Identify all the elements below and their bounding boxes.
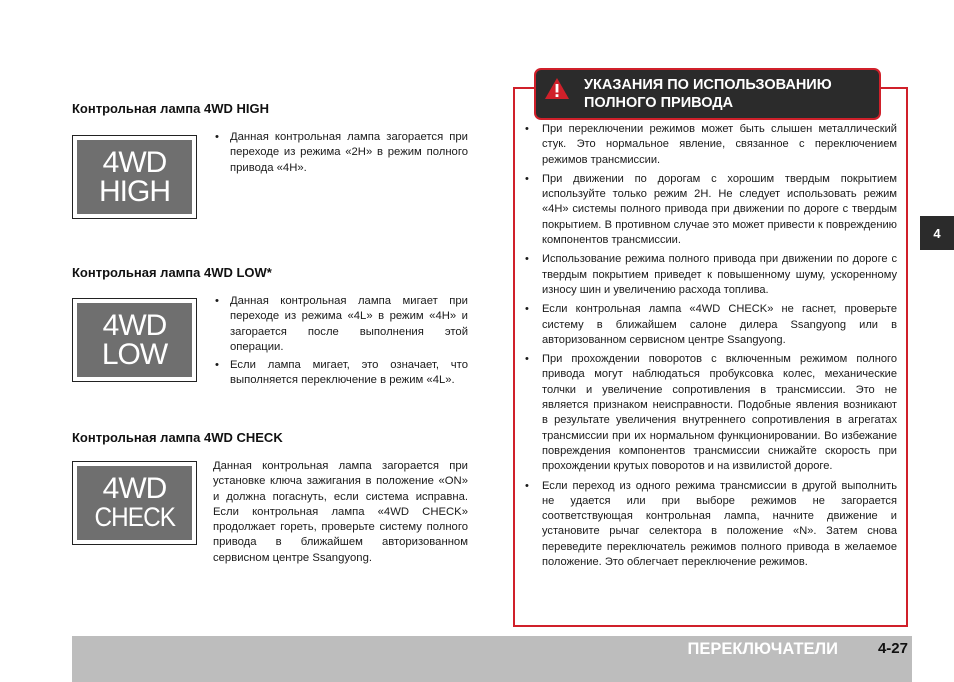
- warning-title: [584, 76, 832, 112]
- section-4wd-check-text: Данная контрольная лампа загорается при установке ключа зажигания в положение «ON» и должна погаснуть, если система исправна. Если контрольная лампа «4WD CHECK» продолжает гореть, проверьте систему полного привода в ближайшем авторизованном сервисном центре Ssangyong.: [213, 460, 468, 564]
- lamp-4wd-check-line1: 4WD: [102, 472, 167, 505]
- footer-chapter-title: ПЕРЕКЛЮЧАТЕЛИ: [687, 640, 838, 658]
- lamp-4wd-high-line1: 4WD: [102, 146, 167, 179]
- list-item: • Данная контрольная лампа мигает при переходе из режима «4L» в режим «4H» и загорается после выполнения этой операции.: [213, 294, 468, 355]
- lamp-4wd-check-icon: [72, 461, 197, 545]
- list-item: • Данная контрольная лампа загорается при переходе из режима «2H» в режим полного привода «4H».: [213, 130, 468, 176]
- page-number: 4-27: [877, 640, 908, 657]
- section-title-4wd-check: Контрольная лампа 4WD CHECK: [72, 430, 283, 445]
- section-4wd-high-list: [213, 130, 468, 176]
- warning-list: [525, 122, 897, 570]
- lamp-4wd-low-line2: LOW: [101, 338, 168, 371]
- section-title-4wd-high: Контрольная лампа 4WD HIGH: [72, 101, 269, 116]
- list-item: • При прохождении поворотов с включенным режимом полного привода могут наблюдаться пробуксовка колес, механические толчки и увеличение сопротивления в трансмиссии. Это не является признаком неисправности. Подобные явления возникают в результате увеличения внутреннего сопротивления в агрегатах трансмиссии при их нормальном функционировании. Во избежание повреждения компонентов трансмиссии снижайте скорость при прохождении крутых поворотов и на извилистой дороге.: [525, 352, 897, 474]
- page-footer: [72, 636, 912, 682]
- list-item: • Если лампа мигает, это означает, что выполняется переключение в режим «4L».: [213, 358, 468, 389]
- section-4wd-low-list: [213, 294, 468, 389]
- warning-title-line1: УКАЗАНИЯ ПО ИСПОЛЬЗОВАНИЮ: [584, 77, 832, 93]
- list-item: • Если переход из одного режима трансмиссии в другой выполнить не удается или при выборе режимов не загорается соответствующая контрольная лампа, начните движение и установите рычаг селектора в положение «N». Затем снова переведите переключатель режимов полного привода в желаемое положение. Это облегчает переключение режимов.: [525, 479, 897, 571]
- list-item: • Если контрольная лампа «4WD CHECK» не гаснет, проверьте систему в ближайшем салоне дилера Ssangyong или в авторизованном сервисном центре Ssangyong.: [525, 302, 897, 348]
- lamp-4wd-high-icon: [72, 135, 197, 219]
- lamp-4wd-high-line2: HIGH: [99, 175, 170, 208]
- section-title-4wd-low: Контрольная лампа 4WD LOW*: [72, 265, 272, 280]
- warning-triangle-icon: [544, 77, 570, 100]
- list-item: • При движении по дорогам с хорошим твердым покрытием используйте только режим 2H. Не следует использовать режим «4H» системы полного привода при движении по дороге с твердым покрытием. В противном случае это может привести к повреждению компонентов трансмиссии.: [525, 172, 897, 248]
- list-item: • При переключении режимов может быть слышен металлический стук. Это нормальное явление, связанное с переключением режимов трансмиссии.: [525, 122, 897, 168]
- list-item: • Использование режима полного привода при движении по дороге с твердым покрытием приведет к повышенному шуму, ускоренному износу шин и увеличению расхода топлива.: [525, 252, 897, 298]
- chapter-tab: 4: [920, 216, 954, 250]
- lamp-4wd-check-line2: CHECK: [94, 502, 175, 532]
- lamp-4wd-low-icon: [72, 298, 197, 382]
- lamp-4wd-low-line1: 4WD: [102, 309, 167, 342]
- warning-title-line2: ПОЛНОГО ПРИВОДА: [584, 95, 734, 111]
- warning-header: [534, 68, 881, 120]
